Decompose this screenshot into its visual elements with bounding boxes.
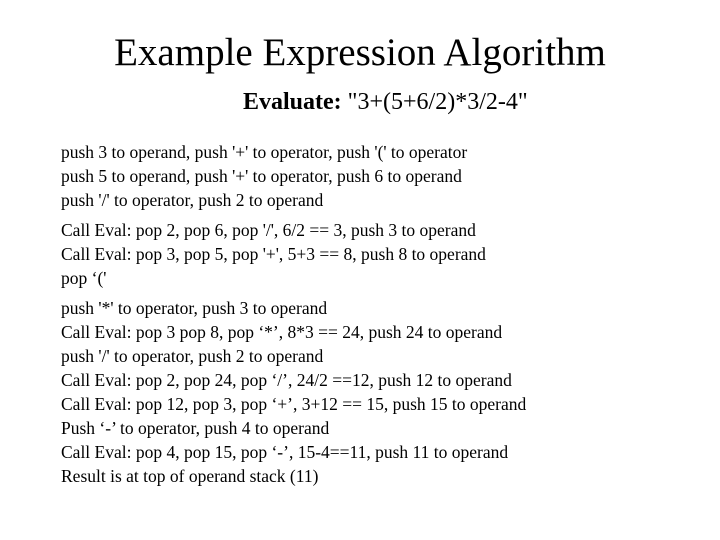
- step-group-3: [61, 296, 701, 488]
- slide-subtitle: [243, 88, 528, 116]
- step-line: Call Eval: pop 3 pop 8, pop ‘*’, 8*3 == 24, push 24 to operand: [61, 322, 503, 342]
- step-group-1: [61, 140, 701, 212]
- expression-text: "3+(5+6/2)*3/2-4": [341, 89, 528, 115]
- step-line: Call Eval: pop 2, pop 24, pop ‘/’, 24/2 ==12, push 12 to operand: [61, 370, 512, 390]
- result-line: Result is at top of operand stack (11): [61, 466, 319, 486]
- step-line: Call Eval: pop 2, pop 6, pop '/', 6/2 == 3, push 3 to operand: [61, 220, 476, 240]
- step-line: Call Eval: pop 3, pop 5, pop '+', 5+3 == 8, push 8 to operand: [61, 244, 486, 264]
- step-line: Push ‘-’ to operator, push 4 to operand: [61, 418, 330, 438]
- step-line: Call Eval: pop 4, pop 15, pop ‘-’, 15-4==11, push 11 to operand: [61, 442, 509, 462]
- slide-body: [61, 140, 701, 494]
- step-group-2: [61, 218, 701, 290]
- step-line: push 5 to operand, push '+' to operator, push 6 to operand: [61, 166, 462, 186]
- step-line: push '/' to operator, push 2 to operand: [61, 190, 324, 210]
- step-line: push '/' to operator, push 2 to operand: [61, 346, 324, 366]
- step-line: Call Eval: pop 12, pop 3, pop ‘+’, 3+12 == 15, push 15 to operand: [61, 394, 527, 414]
- evaluate-label: Evaluate:: [243, 89, 342, 115]
- step-line: push '*' to operator, push 3 to operand: [61, 298, 328, 318]
- step-line: pop ‘(': [61, 268, 107, 288]
- slide-title: Example Expression Algorithm: [114, 31, 606, 74]
- step-line: push 3 to operand, push '+' to operator, push '(' to operator: [61, 142, 468, 162]
